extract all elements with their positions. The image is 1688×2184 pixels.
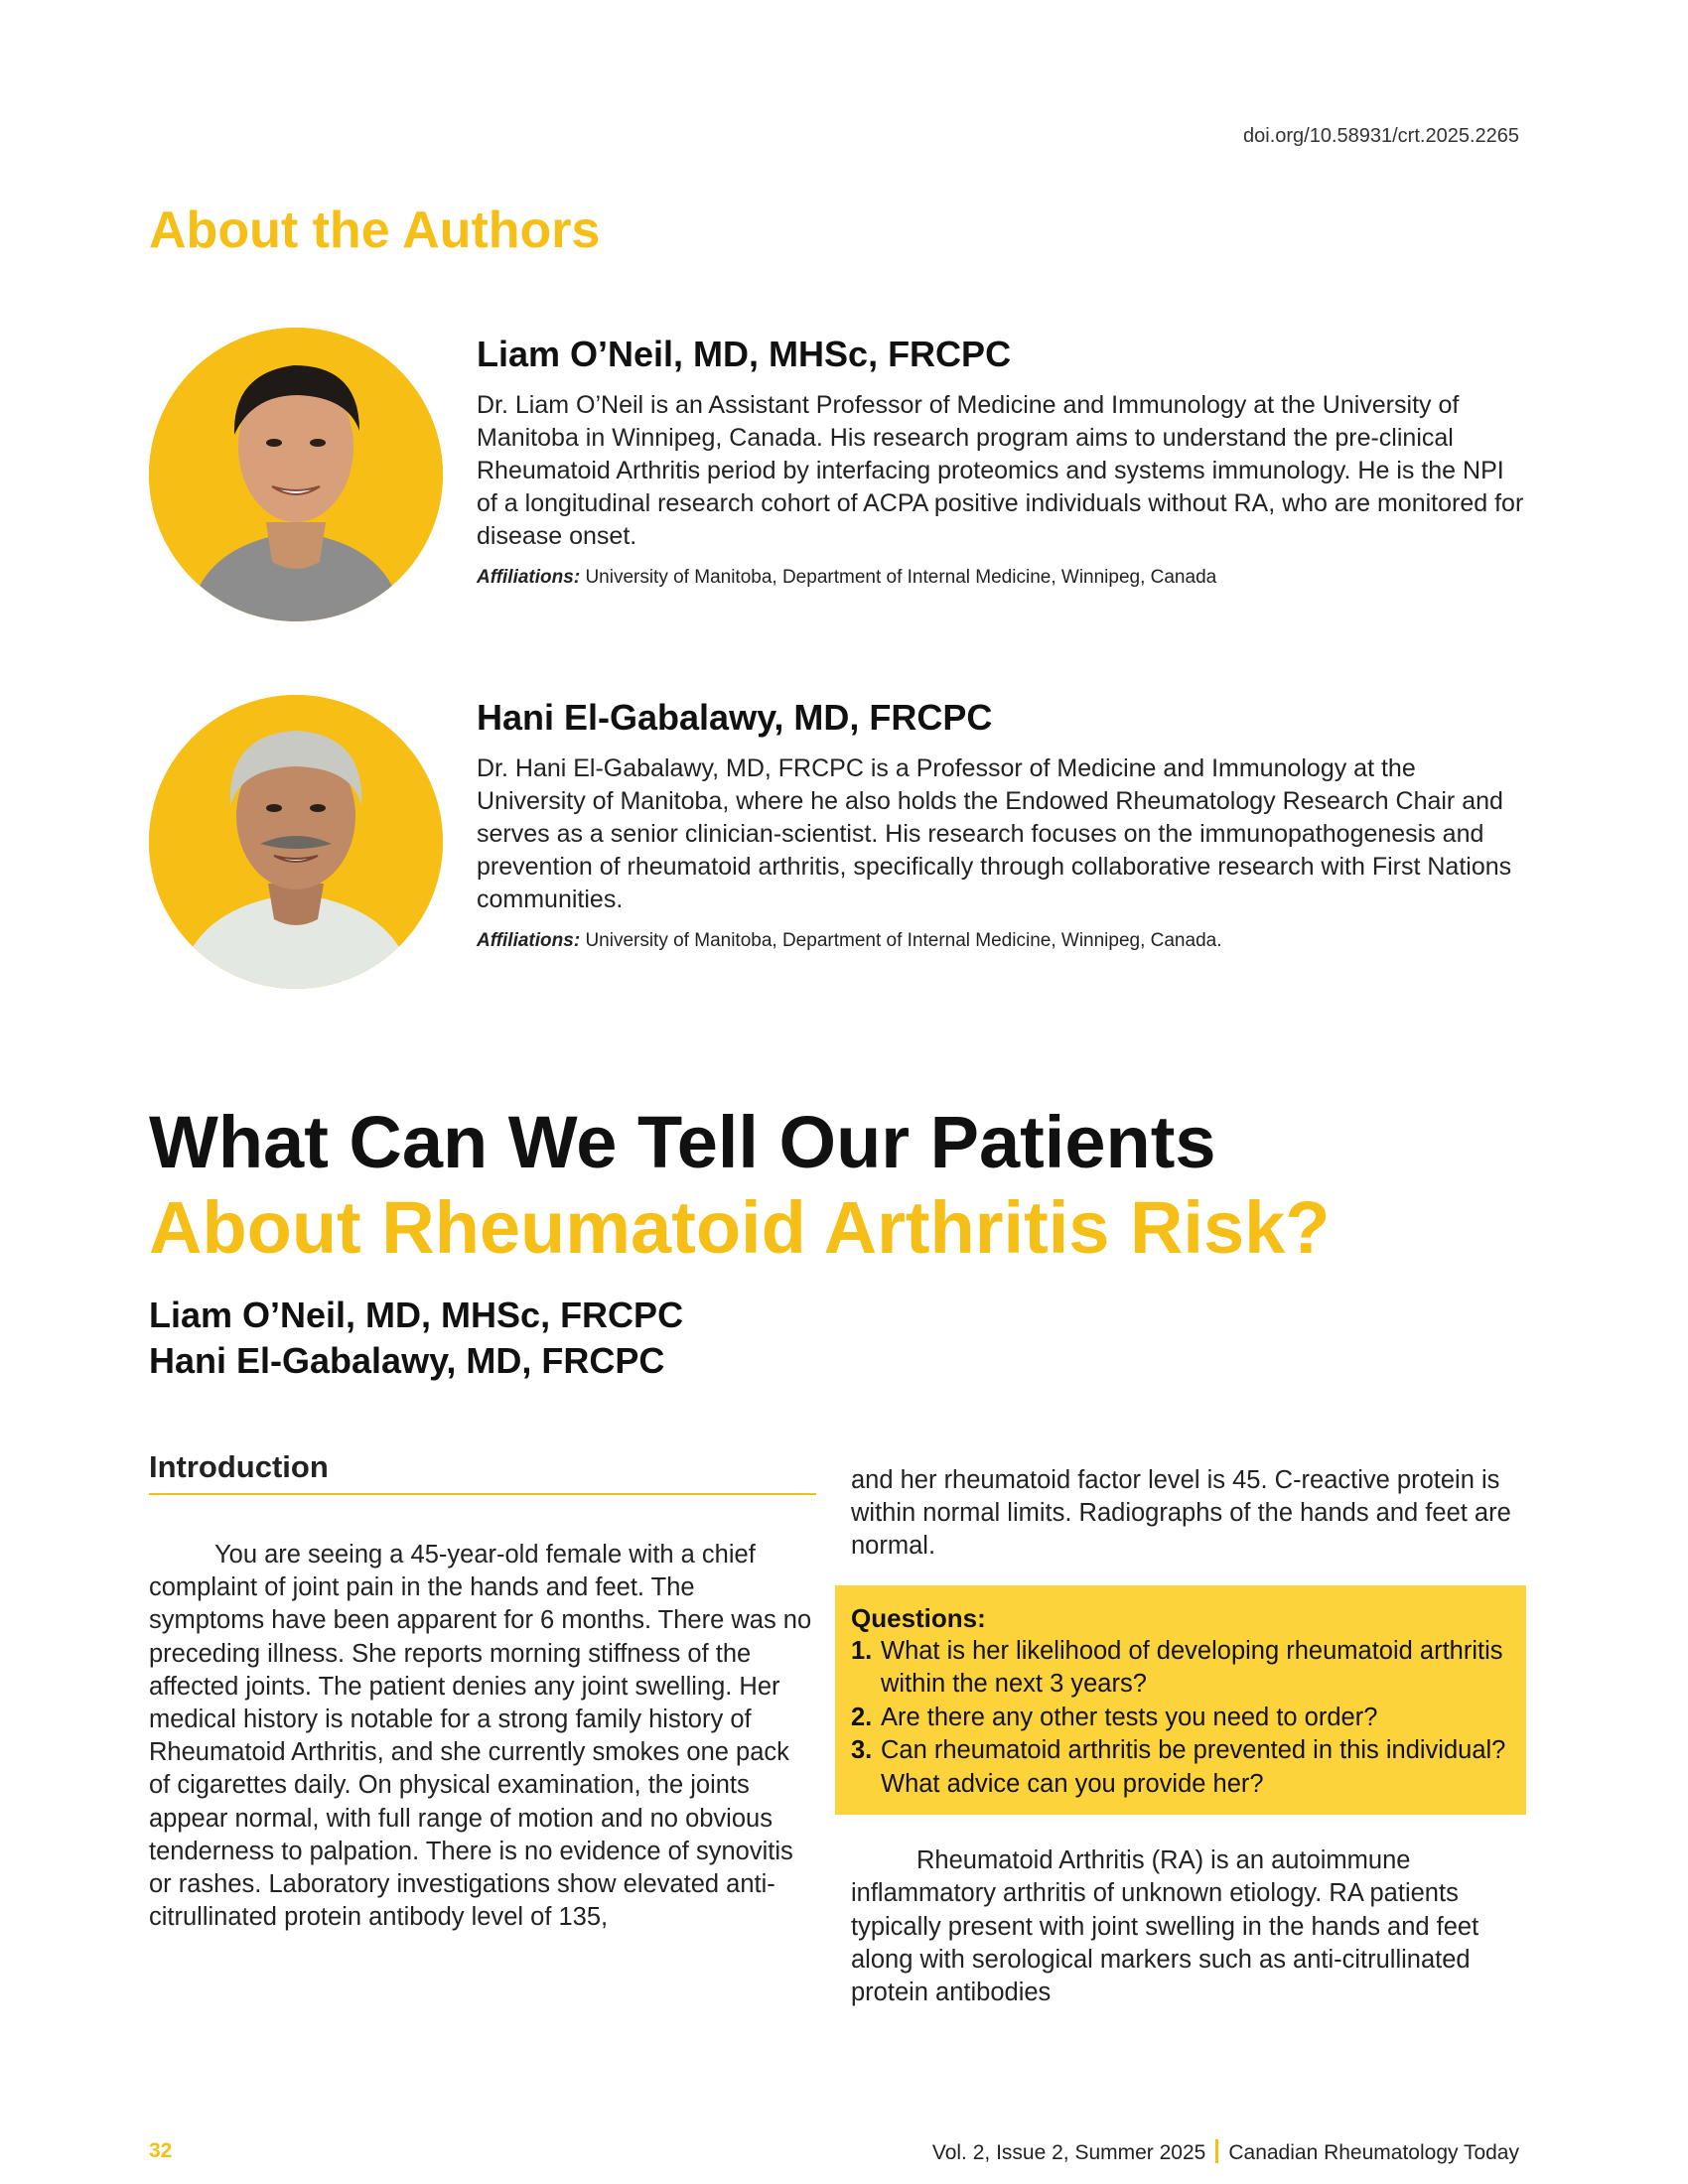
questions-heading: Questions: bbox=[851, 1602, 986, 1633]
question-text: What is her likelihood of developing rheumatoid arthritis within the next 3 years? bbox=[881, 1636, 1503, 1699]
author-affiliations bbox=[477, 930, 1529, 952]
journal-name: Canadian Rheumatology Today bbox=[1228, 2141, 1519, 2164]
affiliations-label: Affiliations: bbox=[477, 930, 581, 951]
question-number: 1. bbox=[851, 1636, 873, 1665]
author-card-el-gabalawy bbox=[477, 697, 1529, 952]
article-title-line-2: About Rheumatoid Arthritis Risk? bbox=[149, 1186, 1331, 1269]
portrait-image bbox=[149, 328, 443, 621]
author-bio: Dr. Liam O’Neil is an Assistant Professor of Medicine and Immunology at the University of Manitoba in Winnipeg, Canada. His research program aims to understand the pre-clinical Rheumatoid Arthritis period by interfacing proteomics and systems immunology. He is the NPI of a longitudinal research cohort of ACPA positive individuals without RA, who are monitored for disease onset. bbox=[477, 391, 1524, 550]
byline-author-1: Liam O’Neil, MD, MHSc, FRCPC bbox=[149, 1295, 684, 1335]
doi-link[interactable]: doi.org/10.58931/crt.2025.2265 bbox=[1243, 125, 1519, 147]
introduction-heading: Introduction bbox=[149, 1449, 816, 1495]
question-item bbox=[851, 1734, 1508, 1801]
question-text: Are there any other tests you need to order? bbox=[881, 1703, 1378, 1731]
right-column bbox=[851, 1464, 1526, 2009]
article-byline bbox=[149, 1293, 683, 1384]
page-number: 32 bbox=[149, 2139, 173, 2162]
author-affiliations bbox=[477, 567, 1529, 589]
case-paragraph-continued: and her rheumatoid factor level is 45. C-reactive protein is within normal limits. Radiographs of the hands and feet are normal. bbox=[851, 1466, 1511, 1561]
author-photo-el-gabalawy bbox=[149, 695, 443, 989]
article-title-line-1: What Can We Tell Our Patients bbox=[149, 1101, 1216, 1183]
question-item bbox=[851, 1635, 1508, 1702]
affiliations-text: University of Manitoba, Department of Internal Medicine, Winnipeg, Canada bbox=[585, 567, 1217, 588]
question-item bbox=[851, 1702, 1508, 1735]
article-title bbox=[149, 1100, 1331, 1271]
question-text: Can rheumatoid arthritis be prevented in this individual? What advice can you provide her? bbox=[881, 1736, 1506, 1798]
author-name: Liam O’Neil, MD, MHSc, FRCPC bbox=[477, 334, 1012, 374]
left-column bbox=[149, 1449, 816, 1934]
questions-list bbox=[851, 1635, 1508, 1802]
author-bio: Dr. Hani El-Gabalawy, MD, FRCPC is a Professor of Medicine and Immunology at the University of Manitoba, where he also holds the Endowed Rheumatology Research Chair and serves as a senior clinician-scientist. His research focuses on the immunopathogenesis and prevention of rheumatoid arthritis, specifically through collaborative research with First Nations communities. bbox=[477, 754, 1512, 913]
about-authors-heading: About the Authors bbox=[149, 202, 601, 259]
portrait-image bbox=[149, 695, 443, 989]
affiliations-label: Affiliations: bbox=[477, 567, 581, 588]
author-name: Hani El-Gabalawy, MD, FRCPC bbox=[477, 697, 993, 738]
affiliations-text: University of Manitoba, Department of Internal Medicine, Winnipeg, Canada. bbox=[585, 930, 1222, 951]
author-card-oneil bbox=[477, 334, 1529, 589]
author-photo-oneil bbox=[149, 328, 443, 621]
case-paragraph: You are seeing a 45-year-old female with a chief complaint of joint pain in the hands and feet. The symptoms have been apparent for 6 months. There was no preceding illness. She reports morning stiffness of the affected joints. The patient denies any joint swelling. Her medical history is notable for a strong family history of Rheumatoid Arthritis, and she currently smokes one pack of cigarettes daily. On physical examination, the joints appear normal, with full range of motion and no obvious tenderness to palpation. There is no evidence of synovitis or rashes. Laboratory investigations show elevated anti-citrullinated protein antibody level of 135, bbox=[149, 1541, 812, 1932]
issue-label: Vol. 2, Issue 2, Summer 2025 bbox=[931, 2141, 1206, 2164]
footer-divider bbox=[1215, 2139, 1218, 2163]
questions-box bbox=[835, 1585, 1526, 1816]
ra-paragraph: Rheumatoid Arthritis (RA) is an autoimmune inflammatory arthritis of unknown etiology. RA patients typically present with joint swelling in the hands and feet along with serological markers such as anti-citrullinated protein antibodies bbox=[851, 1846, 1479, 2006]
question-number: 3. bbox=[851, 1736, 873, 1765]
footer-issue-info bbox=[932, 2139, 1519, 2165]
byline-author-2: Hani El-Gabalawy, MD, FRCPC bbox=[149, 1340, 665, 1381]
question-number: 2. bbox=[851, 1703, 873, 1731]
